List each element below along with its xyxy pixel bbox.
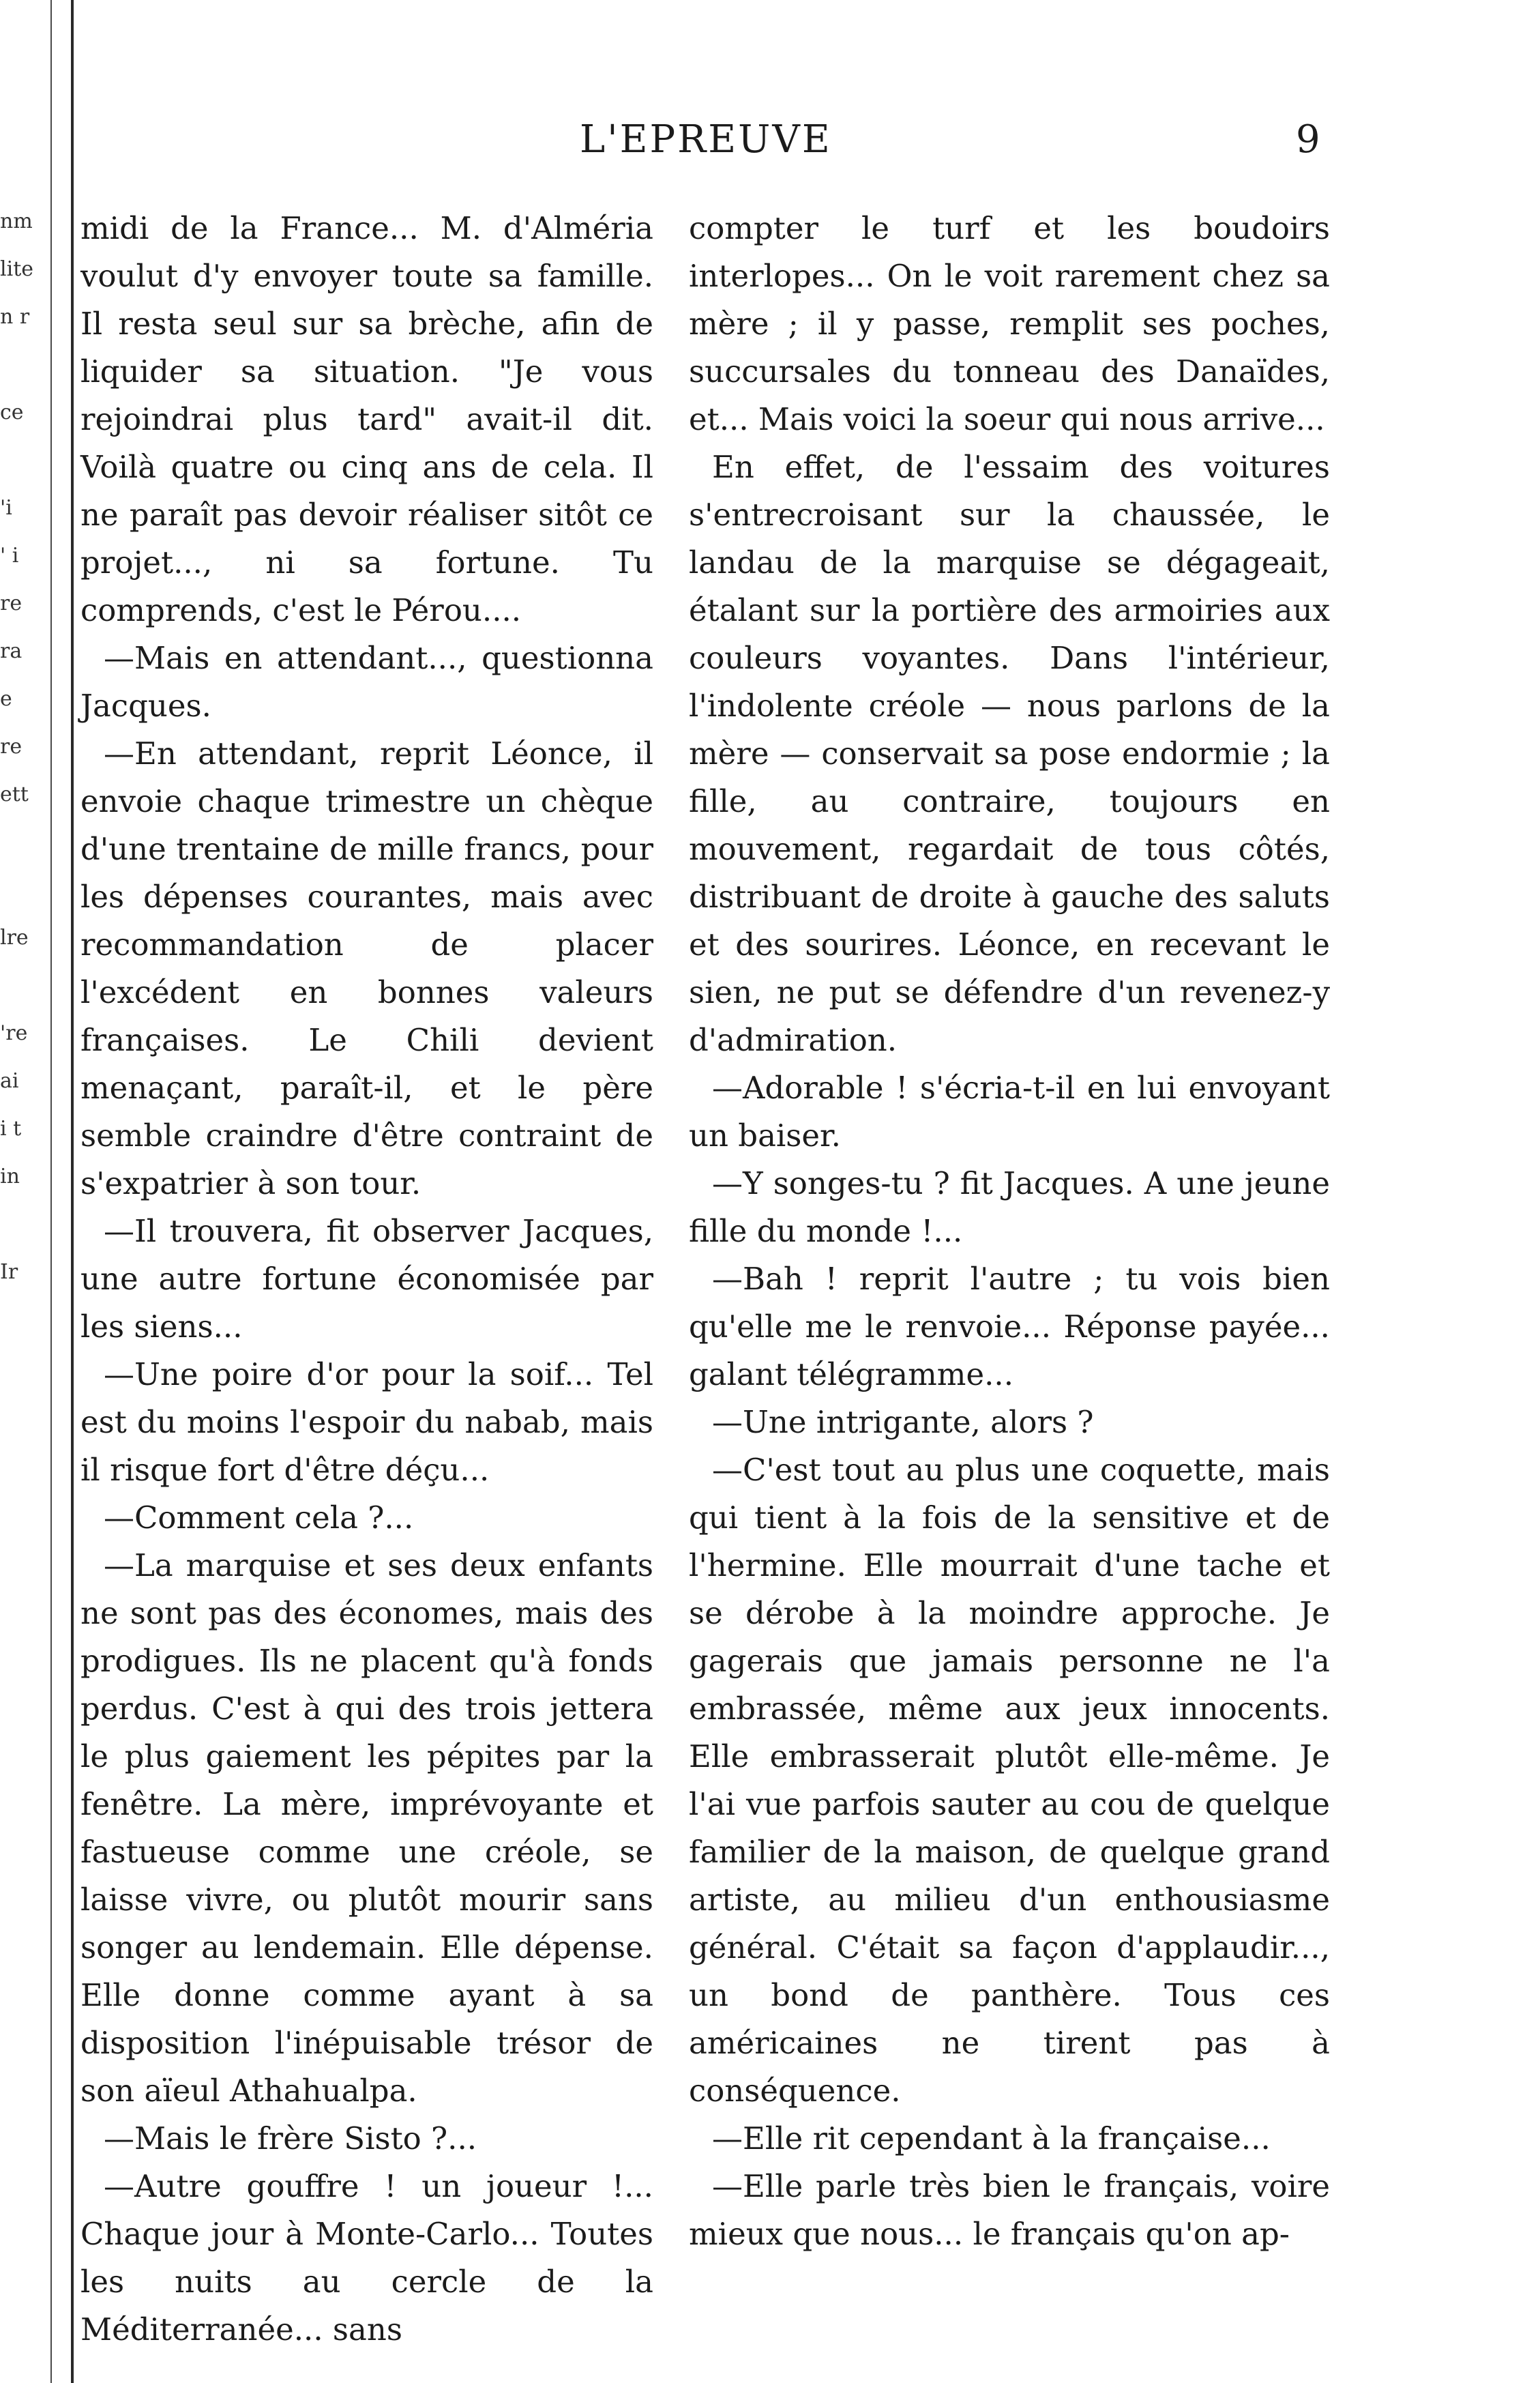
- paragraph: —Il trouvera, fit observer Jacques, une autre fortune économisée par les siens...: [80, 1213, 653, 1345]
- gutter-fragments: [0, 198, 68, 1344]
- paragraph: —Comment cela ?...: [104, 1500, 414, 1536]
- gutter-fragment: ai: [0, 1069, 19, 1093]
- paragraph: —Y songes-tu ? fit Jacques. A une jeune fille du monde !...: [689, 1165, 1330, 1249]
- gutter-fragment: [0, 962, 68, 1010]
- paragraph: —Mais en attendant..., questionna Jacques.: [80, 640, 653, 724]
- gutter-fragment: Ir: [0, 1260, 18, 1284]
- gutter-fragment: ra: [0, 639, 23, 663]
- gutter-fragment: lre: [0, 926, 29, 950]
- gutter-fragment: [0, 1201, 68, 1248]
- paragraph: —Elle rit cependant à la française...: [712, 2120, 1271, 2157]
- paragraph: —Autre gouffre ! un joueur !... Chaque jour à Monte-Carlo... Toutes les nuits au cercle de la Méditerranée... sans: [80, 2168, 653, 2348]
- paragraph: midi de la France... M. d'Alméria voulut d'y envoyer toute sa famille. Il resta seul sur sa brèche, afin de liquider sa situation. "Je vous rejoindrai plus tard" avait-il dit. Voilà quatre ou cinq ans de cela. Il ne paraît pas devoir réaliser sitôt ce projet..., ni sa fortune. Tu comprends, c'est le Pérou....: [80, 210, 653, 628]
- paragraph: compter le turf et les boudoirs interlopes... On le voit rarement chez sa mère ; il y passe, remplit ses poches, succursales du tonneau des Danaïdes, et... Mais voici la soeur qui nous arrive...: [689, 210, 1330, 437]
- right-column: [689, 205, 1330, 2252]
- gutter-fragment: [0, 866, 68, 914]
- paragraph: —En attendant, reprit Léonce, il envoie chaque trimestre un chèque d'une trentaine de mille francs, pour les dépenses courantes, mais avec recommandation de placer l'excédent en bonnes valeurs françaises. Le Chili devient menaçant, paraît-il, et le père semble craindre d'être contraint de s'expatrier à son tour.: [80, 735, 653, 1201]
- paragraph: En effet, de l'essaim des voitures s'entrecroisant sur la chaussée, le landau de la marquise se dégageait, étalant sur la portière des armoiries aux couleurs voyantes. Dans l'intérieur, l'indolente créole — nous parlons de la mère — conservait sa pose endormie ; la fille, au contraire, toujours en mouvement, regardait de tous côtés, distribuant de droite à gauche des saluts et des sourires. Léonce, en recevant le sien, ne put se défendre d'un revenez-y d'admiration.: [689, 449, 1330, 1058]
- paragraph: —Mais le frère Sisto ?...: [104, 2120, 477, 2157]
- paragraph: —C'est tout au plus une coquette, mais qui tient à la fois de la sensitive et de l'hermine. Elle mourrait d'une tache et se dérobe à la moindre approche. Je gagerais que jamais personne ne l'a embrassée, même aux jeux innocents. Elle embrasserait plutôt elle-même. Je l'ai vue parfois sauter au cou de quelque familier de la maison, de quelque grand artiste, au milieu d'un enthousiasme général. C'était sa façon d'applaudir..., un bond de panthère. Tous ces américaines ne tirent pas à conséquence.: [689, 1452, 1330, 2109]
- gutter-fragment: re: [0, 591, 23, 615]
- paragraph: —Adorable ! s'écria-t-il en lui envoyant un baiser.: [689, 1070, 1330, 1154]
- paragraph: —La marquise et ses deux enfants ne sont pas des économes, mais des prodigues. Ils ne placent qu'à fonds perdus. C'est à qui des trois jettera le plus gaiement les pépites par la fenêtre. La mère, imprévoyante et fastueuse comme une créole, se laisse vivre, ou plutôt mourir sans songer au lendemain. Elle dépense. Elle donne comme ayant à sa disposition l'inépuisable trésor de son aïeul Athahualpa.: [80, 1547, 653, 2109]
- gutter-fragment: [0, 341, 68, 389]
- gutter-fragment: ce: [0, 400, 24, 424]
- gutter-fragment: ' i: [0, 544, 19, 568]
- gutter-fragment: 're: [0, 1021, 28, 1045]
- gutter-fragment: i t: [0, 1117, 22, 1141]
- gutter-fragment: [0, 819, 68, 866]
- gutter-fragment: nm: [0, 209, 33, 233]
- gutter-fragment: lite: [0, 257, 33, 281]
- gutter-fragment: re: [0, 735, 23, 759]
- gutter-fragment: 'i: [0, 496, 12, 520]
- gutter-fragment: e: [0, 687, 12, 711]
- paragraph: —Elle parle très bien le français, voire mieux que nous... le français qu'on ap-: [689, 2168, 1330, 2252]
- page-number: 9: [1296, 117, 1320, 162]
- running-title: L'EPREUVE: [580, 117, 832, 162]
- gutter-fragment: n r: [0, 305, 30, 329]
- left-column: [80, 205, 653, 2348]
- gutter-binding-edge: [71, 0, 74, 2383]
- gutter-fragment: [0, 1296, 68, 1344]
- gutter-fragment: [0, 437, 68, 484]
- paragraph: —Une poire d'or pour la soif... Tel est du moins l'espoir du nabab, mais il risque fort d'être déçu...: [80, 1356, 653, 1488]
- page-header: [0, 117, 1540, 165]
- paragraph: —Bah ! reprit l'autre ; tu vois bien qu'elle me le renvoie... Réponse payée... galant télégramme...: [689, 1261, 1330, 1392]
- paragraph: —Une intrigante, alors ?: [712, 1404, 1094, 1440]
- gutter-fragment: in: [0, 1165, 20, 1188]
- gutter-fragment: ett: [0, 783, 29, 806]
